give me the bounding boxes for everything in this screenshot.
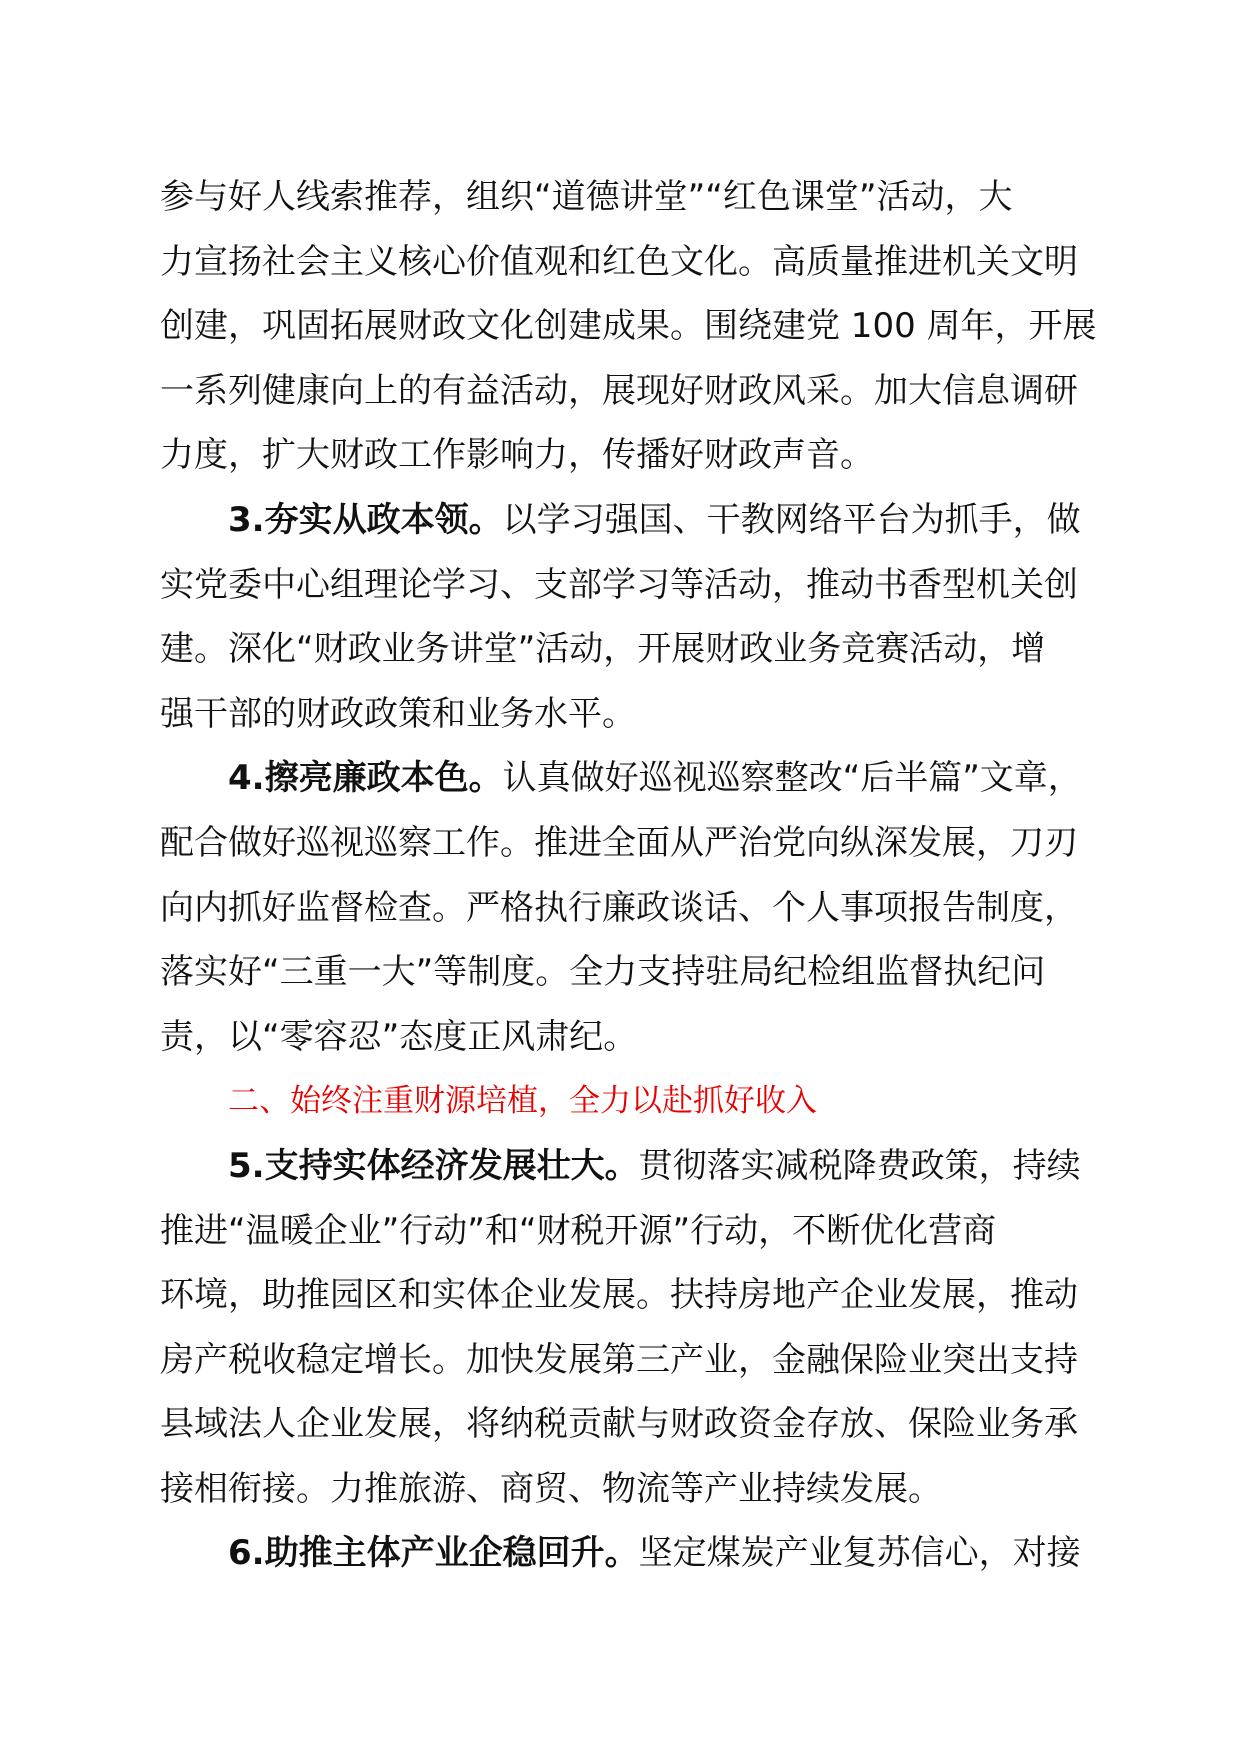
text-line: 强干部的财政政策和业务水平。 <box>160 693 636 734</box>
paragraph-4 <box>160 746 1095 1069</box>
text-line: 房产税收稳定增长。加快发展第三产业，金融保险业突出支持 <box>160 1339 1078 1380</box>
text-run: 贯彻落实减税降费政策，持续 <box>638 1145 1081 1186</box>
paragraph-1 <box>160 165 1095 488</box>
text-line: 创建，巩固拓展财政文化创建成果。围绕建党 100 周年，开展 <box>160 306 1097 347</box>
text-line: 力宣扬社会主义核心价值观和红色文化。高质量推进机关文明 <box>160 241 1078 282</box>
text-line: 责，以“零容忍”态度正风肃纪。 <box>160 1016 638 1057</box>
text-line: 力度，扩大财政工作影响力，传播好财政声音。 <box>160 435 874 476</box>
paragraph-3 <box>160 488 1095 746</box>
text-line: 配合做好巡视巡察工作。推进全面从严治党向纵深发展，刀刃 <box>160 822 1078 863</box>
text-line: 向内抓好监督检查。严格执行廉政谈话、个人事项报告制度， <box>160 887 1078 928</box>
text-line <box>160 1134 1095 1199</box>
text-line: 实党委中心组理论学习、支部学习等活动，推动书香型机关创 <box>160 564 1078 605</box>
text-line: 参与好人线索推荐，组织“道德讲堂”“红色课堂”活动，大 <box>160 177 1013 217</box>
text-line: 接相衔接。力推旅游、商贸、物流等产业持续发展。 <box>160 1468 942 1509</box>
text-line <box>160 746 1095 811</box>
section-heading: 二、始终注重财源培植，全力以赴抓好收入 <box>228 1083 817 1120</box>
paragraph-heading: 4.擦亮廉政本色。 <box>228 758 503 799</box>
text-run: 以学习强国、干教网络平台为抓手，做 <box>502 499 1081 540</box>
paragraph-heading: 6.助推主体产业企稳回升。 <box>228 1533 639 1574</box>
text-line: 建。深化“财政业务讲堂”活动，开展财政业务竞赛活动，增 <box>160 629 1046 670</box>
paragraph-heading: 3.夯实从政本领。 <box>228 499 503 540</box>
text-line: 推进“温暖企业”行动”和“财税开源”行动，不断优化营商 <box>160 1210 997 1251</box>
paragraph-6 <box>160 1521 1095 1586</box>
text-line <box>160 1521 1095 1586</box>
text-line: 环境，助推园区和实体企业发展。扶持房地产企业发展，推动 <box>160 1275 1078 1316</box>
text-line: 一系列健康向上的有益活动，展现好财政风采。加大信息调研 <box>160 370 1078 411</box>
text-line: 落实好“三重一大”等制度。全力支持驻局纪检组监督执纪问 <box>160 952 1046 993</box>
text-line: 县域法人企业发展，将纳税贡献与财政资金存放、保险业务承 <box>160 1404 1078 1445</box>
document-body <box>160 165 1095 1586</box>
text-run: 坚定煤炭产业复苏信心，对接 <box>638 1533 1081 1574</box>
text-run: 认真做好巡视巡察整改“后半篇”文章， <box>502 758 1082 799</box>
paragraph-heading: 5.支持实体经济发展壮大。 <box>228 1145 639 1186</box>
text-line <box>160 488 1095 553</box>
paragraph-5 <box>160 1134 1095 1522</box>
